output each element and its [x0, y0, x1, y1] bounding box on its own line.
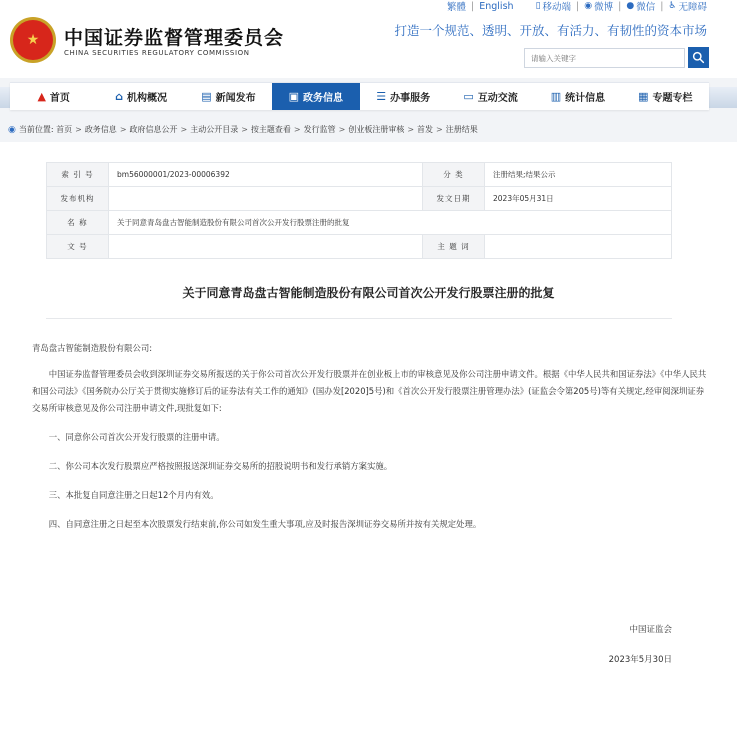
home-icon: ▲ [37, 90, 46, 103]
meta-value [109, 235, 423, 259]
signatory: 中国证监会 [629, 625, 672, 635]
paragraph: 三、本批复自同意注册之日起12个月内有效。 [48, 490, 219, 500]
table-row [47, 187, 672, 211]
link-traditional[interactable]: 繁體 [447, 2, 467, 13]
meta-label: 发文日期 [423, 187, 485, 211]
breadcrumb-item[interactable]: 首发 [417, 125, 434, 134]
link-weibo[interactable]: ◉ 微博 [584, 1, 614, 13]
meta-value: 2023年05月31日 [485, 187, 672, 211]
main-nav [10, 82, 709, 110]
breadcrumb: ◉ 当前位置: 首页 > 政务信息 > 政府信息公开 > 主动公开目录 > 按主题查看 > 发行监管 > 创业板注册审核 > 首发 > 注册结果 [8, 124, 478, 135]
nav-home[interactable]: ▲ 首页 [37, 90, 70, 104]
institution-icon: ⌂ [115, 90, 123, 103]
breadcrumb-item[interactable]: 主动公开目录 [190, 125, 239, 134]
site-subtitle: CHINA SECURITIES REGULATORY COMMISSION [64, 49, 250, 57]
paragraph: 中国证券监督管理委员会收到深圳证券交易所报送的关于你公司首次公开发行股票并在创业板上市的审核意见及你公司注册申请文件。根据《中华人民共和国证券法》《中华人民共和国公司法》《国务院办公厅关于贯彻实施修订后的证券法有关工作的通知》(国办发[2020]5号)和《首次公开发行股票注册管理办法》(证监会令第205号)等有关规定,经审阅深圳证券交易所审核意见及你公司注册申请文件,现批复如下: [32, 369, 707, 413]
gov-info-icon: ▣ [288, 90, 300, 103]
meta-value: bm56000001/2023-00006392 [109, 163, 423, 187]
top-links: 繁體 | English ▯ 移动端 | ◉ 微博 | ● 微信 | ♿ 无障碍 [447, 0, 707, 13]
link-mobile[interactable]: ▯ 移动端 [535, 1, 572, 13]
breadcrumb-item[interactable]: 注册结果 [445, 125, 478, 134]
document-title: 关于同意青岛盘古智能制造股份有限公司首次公开发行股票注册的批复 [182, 286, 555, 300]
breadcrumb-item[interactable]: 创业板注册审核 [348, 125, 405, 134]
nav-gov-info[interactable]: ▣ 政务信息 [272, 83, 359, 110]
nav-topics[interactable]: ▦ 专题专栏 [638, 90, 693, 104]
meta-value [109, 187, 423, 211]
table-row [47, 211, 672, 235]
mobile-icon: ▯ [535, 1, 541, 11]
link-accessibility[interactable]: ♿ 无障碍 [668, 1, 707, 13]
chat-icon: ▭ [463, 90, 474, 103]
national-emblem-icon: ★ [10, 17, 56, 63]
nav-statistics[interactable]: ▥ 统计信息 [550, 90, 606, 104]
sign-date: 2023年5月30日 [608, 655, 672, 665]
breadcrumb-item[interactable]: 政府信息公开 [129, 125, 178, 134]
search-button[interactable] [688, 47, 709, 68]
meta-label: 文 号 [47, 235, 109, 259]
meta-value: 注册结果;结果公示 [485, 163, 672, 187]
topic-icon: ▦ [638, 90, 649, 103]
paragraph: 四、自同意注册之日起至本次股票发行结束前,你公司如发生重大事项,应及时报告深圳证券交易所并按有关规定处理。 [48, 519, 482, 529]
meta-label: 主 题 词 [423, 235, 485, 259]
search-icon [692, 51, 705, 64]
link-english[interactable]: English [479, 0, 514, 12]
breadcrumb-item[interactable]: 首页 [56, 125, 73, 134]
table-row [47, 235, 672, 259]
accessibility-icon: ♿ [668, 1, 677, 11]
breadcrumb-item[interactable]: 发行监管 [303, 125, 336, 134]
service-icon: ☰ [376, 90, 387, 103]
meta-label: 分 类 [423, 163, 485, 187]
news-icon: ▤ [201, 90, 212, 103]
breadcrumb-item[interactable]: 政务信息 [84, 125, 117, 134]
weibo-icon: ◉ [584, 1, 593, 11]
nav-service[interactable]: ☰ 办事服务 [376, 90, 431, 104]
divider [46, 318, 672, 319]
statistics-icon: ▥ [550, 90, 562, 103]
wechat-icon: ● [626, 1, 635, 11]
meta-value [485, 235, 672, 259]
table-row [47, 163, 672, 187]
link-wechat[interactable]: ● 微信 [626, 1, 656, 13]
nav-institution[interactable]: ⌂ 机构概况 [115, 90, 167, 104]
document-meta-table [46, 162, 672, 259]
slogan: 打造一个规范、透明、开放、有活力、有韧性的资本市场 [394, 23, 707, 38]
site-title[interactable]: 中国证券监督管理委员会 [64, 27, 285, 49]
breadcrumb-item[interactable]: 按主题查看 [250, 125, 291, 134]
meta-label: 发布机构 [47, 187, 109, 211]
nav-interaction[interactable]: ▭ 互动交流 [463, 90, 518, 104]
search-input[interactable] [524, 48, 685, 68]
meta-label: 索 引 号 [47, 163, 109, 187]
document-body [32, 340, 710, 545]
meta-label: 名 称 [47, 211, 109, 235]
paragraph: 一、同意你公司首次公开发行股票的注册申请。 [48, 432, 225, 442]
site-header [0, 0, 737, 78]
location-pin-icon: ◉ [8, 124, 16, 135]
meta-value: 关于同意青岛盘古智能制造股份有限公司首次公开发行股票注册的批复 [109, 211, 672, 235]
nav-news[interactable]: ▤ 新闻发布 [201, 90, 256, 104]
content-panel [0, 142, 737, 754]
salutation: 青岛盘古智能制造股份有限公司: [32, 343, 153, 353]
paragraph: 二、你公司本次发行股票应严格按照报送深圳证券交易所的招股说明书和发行承销方案实施。 [48, 461, 393, 471]
